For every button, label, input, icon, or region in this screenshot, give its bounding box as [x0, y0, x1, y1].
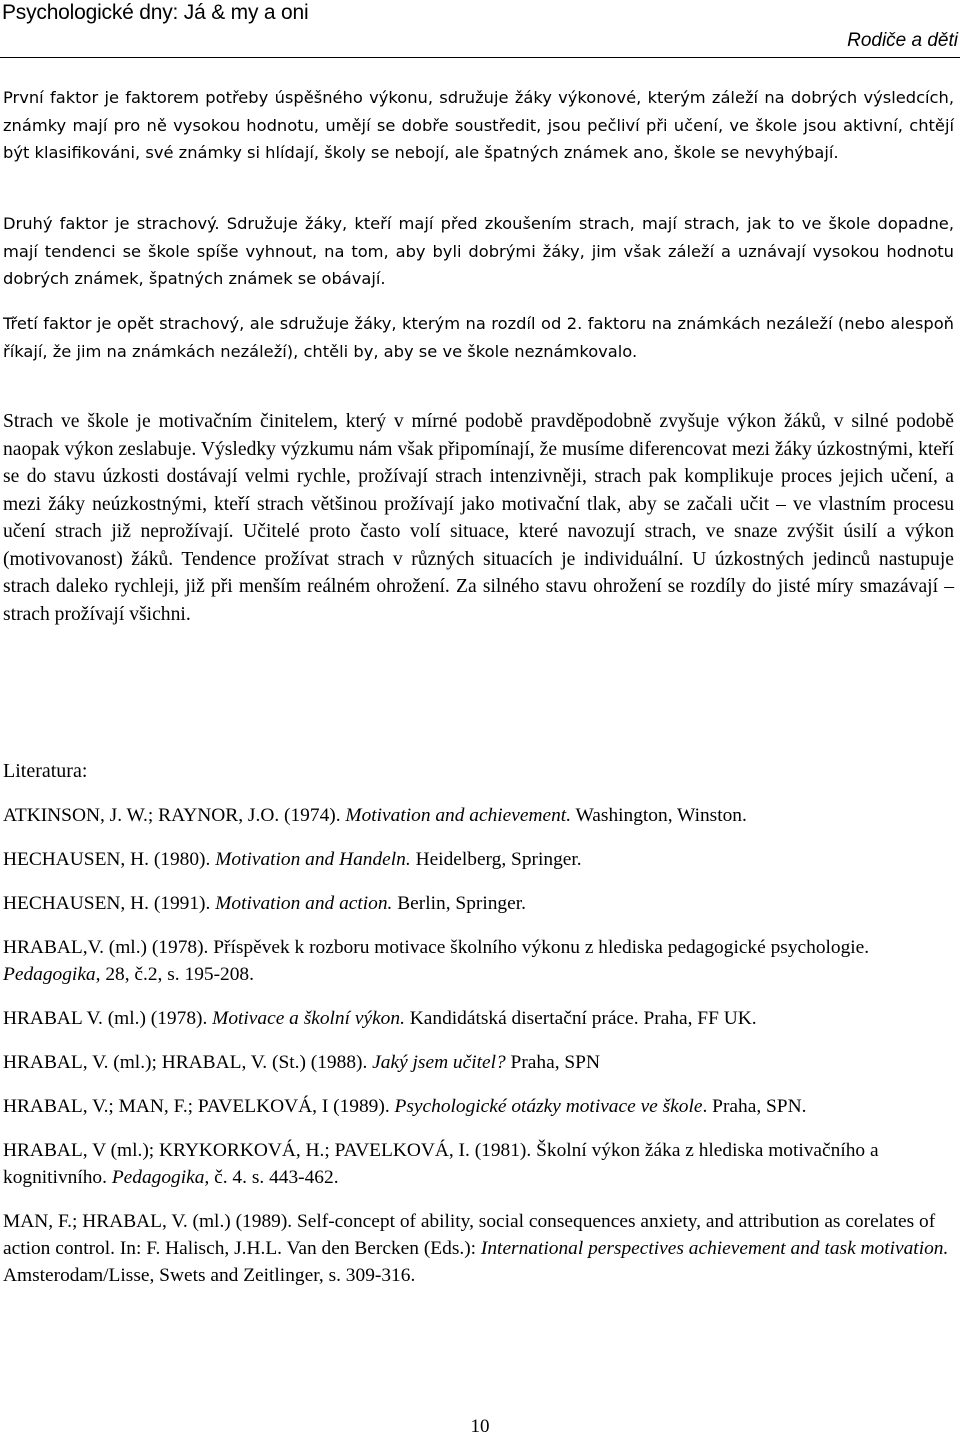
literature-heading: Literatura: — [3, 760, 88, 782]
reference-title: Motivace a školní výkon. — [212, 1008, 405, 1029]
header-title: Psychologické dny: Já & my a oni — [2, 1, 309, 24]
reference-text: , 28, č.2, s. 195-208. — [95, 964, 254, 985]
reference-item — [3, 846, 958, 873]
reference-item — [3, 1093, 958, 1120]
page-number: 10 — [470, 1416, 490, 1437]
reference-title: Pedagogika — [3, 964, 96, 985]
reference-title: Jaký jsem učitel? — [372, 1052, 506, 1073]
reference-item — [3, 934, 958, 988]
reference-text: Amsterodam/Lisse, Swets and Zeitlinger, s. 309-316. — [3, 1265, 416, 1286]
reference-title: Pedagogika, — [111, 1167, 210, 1188]
reference-text: Berlin, Springer. — [392, 893, 526, 914]
reference-text: HRABAL, V. (ml.); HRABAL, V. (St.) (1988). — [3, 1052, 373, 1073]
reference-item — [3, 1005, 958, 1032]
reference-text: HRABAL,V. (ml.) (1978). Příspěvek k rozboru motivace školního výkonu z hlediska pedagogické psychologie. — [3, 937, 870, 958]
reference-text: Kandidátská disertační práce. Praha, FF UK. — [404, 1008, 757, 1029]
reference-text: MAN, F.; HRABAL, V. (ml.) (1989). Self-concept of ability, social consequences anxiety, and attribution as corelates of action control. In: F. Halisch, J.H.L. Van den Bercken (Eds.): — [3, 1211, 936, 1259]
paragraph-third-factor: Třetí faktor je opět strachový, ale sdružuje žáky, kterým na rozdíl od 2. faktoru na známkách nezáleží (nebo alespoň říkají, že jim na známkách nezáleží), chtěli by, aby se ve škole neznámkovalo. — [3, 314, 954, 361]
reference-text: Washington, Winston. — [571, 805, 747, 826]
reference-item — [3, 1208, 958, 1289]
reference-text: Praha, SPN — [505, 1052, 600, 1073]
reference-text: . Praha, SPN. — [702, 1096, 807, 1117]
reference-text: HRABAL, V (ml.); KRYKORKOVÁ, H.; PAVELKOVÁ, I. (1981). Školní výkon žáka z hlediska motivačního a kognitivního. — [3, 1140, 879, 1188]
reference-title: Motivation and action. — [215, 893, 393, 914]
reference-text: HECHAUSEN, H. (1980). — [3, 849, 216, 870]
reference-text: HRABAL V. (ml.) (1978). — [3, 1008, 213, 1029]
reference-text: č. 4. s. 443-462. — [209, 1167, 339, 1188]
reference-title: Motivation and Handeln. — [215, 849, 411, 870]
reference-title: Psychologické otázky motivace ve škole — [394, 1096, 703, 1117]
reference-text: ATKINSON, J. W.; RAYNOR, J.O. (1974). — [3, 805, 346, 826]
reference-item — [3, 1049, 958, 1076]
paragraph-fear-at-school: Strach ve škole je motivačním činitelem, který v mírné podobě pravděpodobně zvyšuje výkon žáků, v silné podobě naopak výkon zeslabuje. Výsledky výzkumu nám však připomínají, že musíme diferencovat mezi žáky úzkostnými, kteří se do stavu úzkosti dostávají velmi rychle, prožívají strach intenzivněji, strach pak komplikuje proces jejich učení, a mezi žáky neúzkostnými, kteří strach většinou prožívají jako motivační tlak, aby se začali učit – ve vlastním procesu učení strach již neprožívají. Učitelé proto často volí situace, které navozují strach, ve snaze zvýšit úsilí a výkon (motivovanost) žáků. Tendence prožívat strach v různých situacích je individuální. U úzkostných jedinců nastupuje strach daleko rychleji, již při menším reálném ohrožení. Za silného stavu ohrožení se rozdíly do jisté míry smazávají – strach prožívají všichni. — [3, 411, 954, 625]
reference-title: Motivation and achievement. — [345, 805, 572, 826]
reference-title: International perspectives achievement and task motivation. — [480, 1238, 949, 1259]
header-divider — [0, 57, 960, 58]
reference-item — [3, 802, 958, 829]
reference-text: HECHAUSEN, H. (1991). — [3, 893, 216, 914]
header-section: Rodiče a děti — [847, 30, 958, 51]
reference-item — [3, 1137, 958, 1191]
reference-item — [3, 890, 958, 917]
reference-text: HRABAL, V.; MAN, F.; PAVELKOVÁ, I (1989). — [3, 1096, 395, 1117]
paragraph-first-factor: První faktor je faktorem potřeby úspěšného výkonu, sdružuje žáky výkonové, kterým záleží na dobrých výsledcích, známky mají pro ně vysokou hodnotu, umějí se dobře soustředit, jsou pečliví při učení, ve škole jsou aktivní, chtějí být klasifikováni, své známky si hlídají, školy se nebojí, ale špatných známek ano, škole se nevyhýbají. — [3, 88, 954, 162]
running-header — [0, 0, 960, 60]
reference-text: Heidelberg, Springer. — [410, 849, 582, 870]
paragraph-second-factor: Druhý faktor je strachový. Sdružuje žáky, kteří mají před zkoušením strach, mají strach, jak to ve škole dopadne, mají tendenci se škole spíše vyhnout, na tom, aby byli dobrými žáky, jim však záleží a uznávají vysokou hodnotu dobrých známek, špatných známek se obávají. — [3, 214, 954, 288]
reference-list — [3, 802, 958, 1306]
